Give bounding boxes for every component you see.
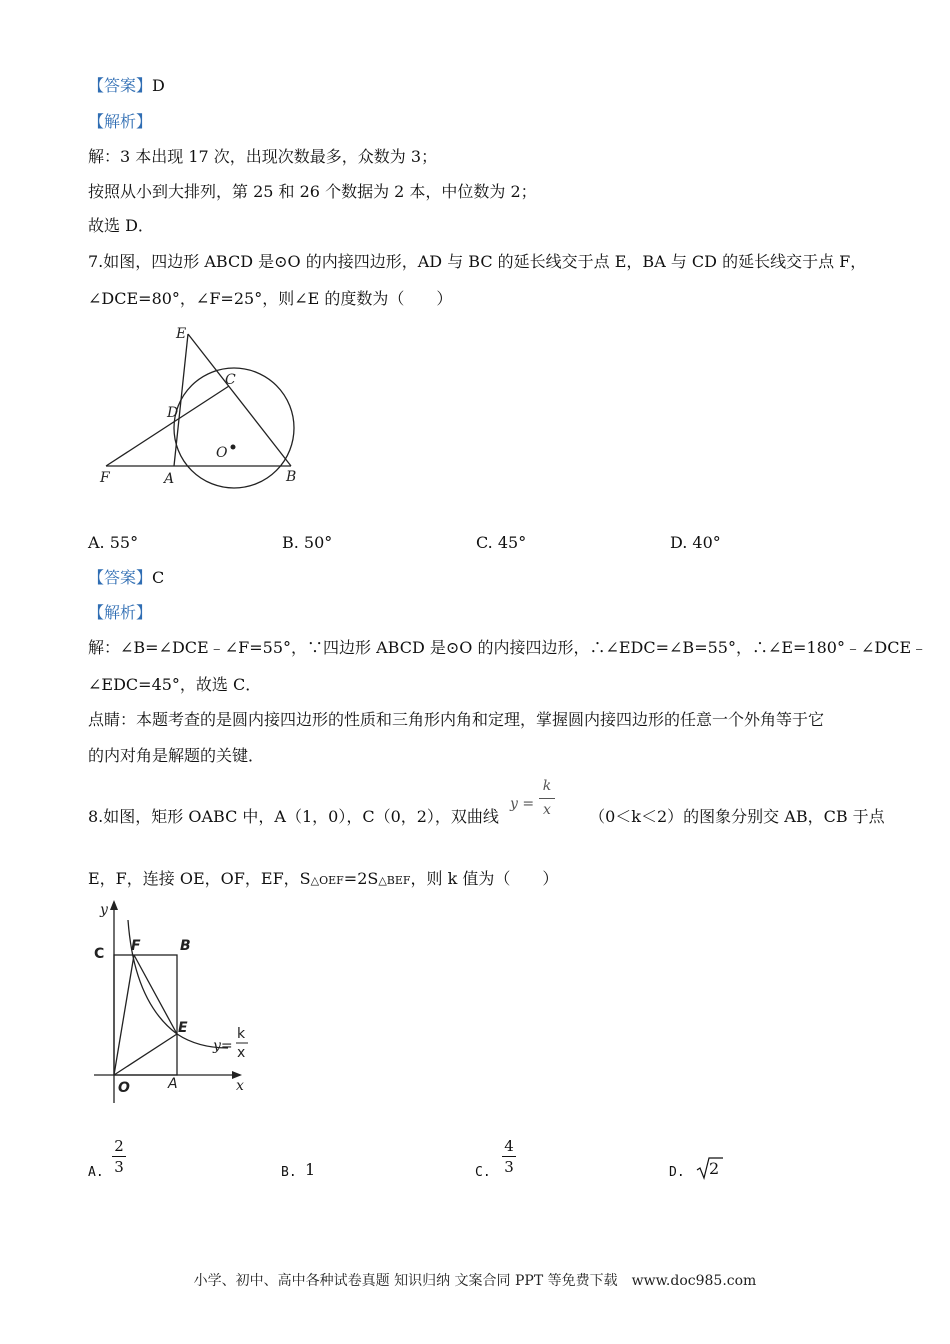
- line-eb: [188, 334, 291, 466]
- q6-solution-line-3: 故选 D．: [88, 216, 154, 235]
- q7-option-d: D. 40°: [670, 533, 721, 552]
- line-fc: [106, 386, 229, 466]
- label-o: O: [216, 445, 228, 461]
- label-d: D: [167, 405, 179, 421]
- q6-analysis-tag: 【解析】: [88, 112, 153, 131]
- label-b: B: [286, 469, 297, 485]
- q7-solution-line-1: 解：∠B=∠DCE﹣∠F=55°，∵四边形 ABCD 是⊙O 的内接四边形，∴∠EDC=∠B=55°，∴∠E=180°﹣∠DCE﹣: [88, 638, 928, 657]
- fraction-denominator: 3: [114, 1158, 124, 1176]
- page-footer: 小学、初中、高中各种试卷真题 知识归纳 文案合同 PPT 等免费下载 www.doc985.com: [193, 1273, 757, 1289]
- q8-stem-part-2: （0＜k＜2）的图象分别交 AB，CB 于点: [589, 807, 885, 826]
- q7-note-line-2: 的内对角是解题的关键．: [88, 746, 265, 765]
- q7-solution-line-2: ∠EDC=45°，故选 C．: [88, 675, 262, 694]
- segment-oe: [114, 1034, 177, 1075]
- q8-stem-line-2-b: =2S: [343, 869, 379, 888]
- curve-label-k: k: [237, 1026, 246, 1042]
- q8-stem-line-1: [88, 806, 885, 828]
- answer-value: C: [152, 568, 165, 587]
- answer-tag: 【答案】: [88, 568, 153, 587]
- q7-option-b: B. 50°: [282, 533, 333, 552]
- label-x: x: [236, 1078, 244, 1094]
- q8-option-b-value: 1: [305, 1160, 316, 1179]
- func-x: x: [543, 802, 551, 818]
- q6-answer: [88, 75, 165, 97]
- q8-stem-line-2-a: E，F，连接 OE，OF，EF，S: [88, 869, 311, 888]
- fraction-numerator: 4: [504, 1137, 514, 1155]
- q6-solution-line-1: 解：3 本出现 17 次，出现次数最多，众数为 3；: [88, 147, 438, 166]
- func-k: k: [542, 778, 552, 794]
- q7-answer: [88, 567, 164, 589]
- q7-circle-figure: [90, 320, 320, 520]
- q8-option-a-label: A.: [88, 1165, 104, 1180]
- segment-ef: [134, 955, 177, 1034]
- q7-stem-line-2: ∠DCE=80°，∠F=25°，则∠E 的度数为（ ）: [88, 289, 453, 308]
- q7-stem-line-1: 7.如图，四边形 ABCD 是⊙O 的内接四边形，AD 与 BC 的延长线交于点 E，BA 与 CD 的延长线交于点 F，: [88, 252, 867, 271]
- q8-stem-part-1: 8.如图，矩形 OABC 中，A（1，0），C（0，2），双曲线: [88, 807, 499, 826]
- label-f: F: [131, 938, 141, 954]
- answer-value: D: [152, 76, 165, 95]
- label-c: C: [94, 946, 105, 962]
- q8-option-c-label: C.: [475, 1165, 491, 1180]
- curve-label-x: x: [237, 1045, 246, 1061]
- label-a: A: [168, 1076, 178, 1092]
- line-ea: [174, 334, 188, 466]
- q7-analysis-tag: 【解析】: [88, 603, 153, 622]
- label-f: F: [100, 470, 110, 486]
- q7-option-c: C. 45°: [476, 533, 527, 552]
- q8-stem-line-2-c: ，则 k 值为（ ）: [410, 869, 559, 888]
- q8-hyperbola-figure: [88, 898, 263, 1108]
- segment-of: [114, 955, 134, 1075]
- y-axis-arrow: [110, 900, 118, 910]
- q8-option-c-fraction: [502, 1137, 516, 1176]
- fraction-denominator: 3: [504, 1158, 514, 1176]
- label-c: C: [225, 372, 236, 388]
- sqrt-radicand: 2: [709, 1159, 720, 1178]
- fraction-numerator: 2: [114, 1137, 124, 1155]
- answer-tag: 【答案】: [88, 76, 153, 95]
- label-e: E: [176, 326, 187, 342]
- q7-option-a: A. 55°: [88, 533, 139, 552]
- q8-stem-line-2: [88, 868, 558, 892]
- func-y: y =: [510, 796, 535, 812]
- label-a: A: [164, 471, 175, 487]
- subscript-bef: △BEF: [378, 874, 411, 887]
- label-y: y: [100, 902, 108, 918]
- subscript-oef: △OEF: [310, 874, 344, 887]
- curve-label-y: y=: [213, 1038, 233, 1054]
- q8-option-b-label: B.: [281, 1165, 297, 1180]
- q7-note-line-1: 点睛：本题考查的是圆内接四边形的性质和三角形内角和定理，掌握圆内接四边形的任意一个外角等于它: [88, 710, 825, 729]
- center-dot: [231, 445, 236, 450]
- q6-solution-line-2: 按照从小到大排列，第 25 和 26 个数据为 2 本，中位数为 2；: [88, 182, 537, 201]
- q8-option-a-fraction: [112, 1137, 126, 1176]
- label-o: O: [118, 1080, 130, 1096]
- label-e: E: [178, 1020, 188, 1036]
- label-b: B: [180, 938, 191, 954]
- q8-option-d-label: D.: [669, 1165, 685, 1180]
